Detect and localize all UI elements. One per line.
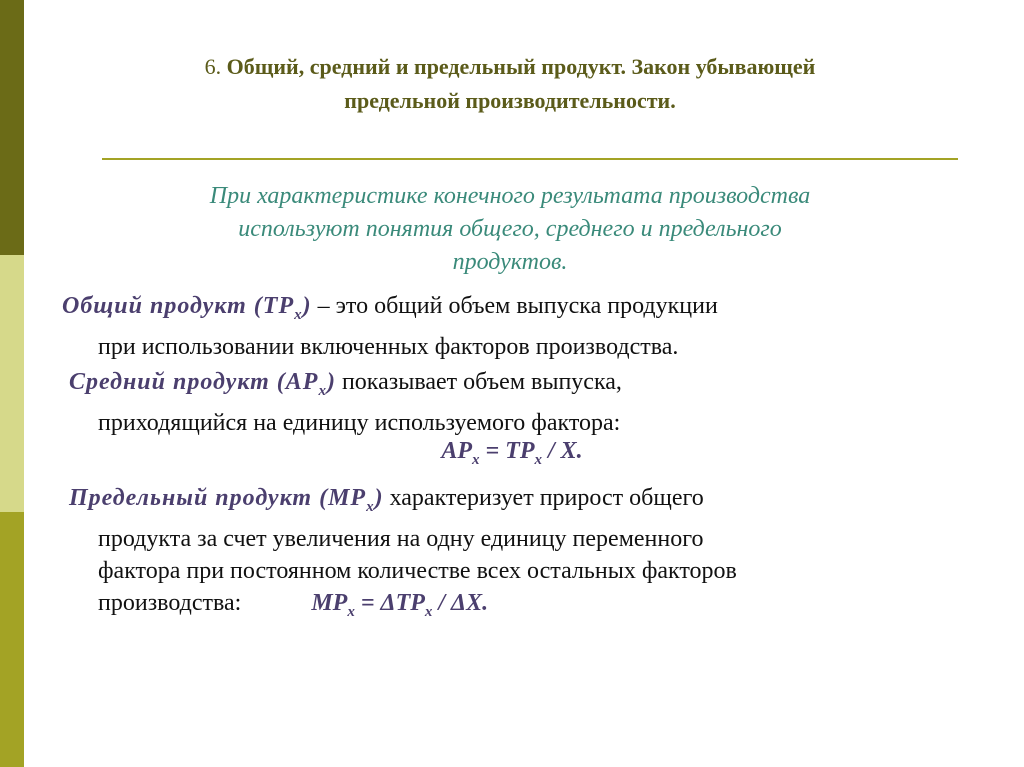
intro-line-3: продуктов. <box>452 249 568 275</box>
mp-text-3: фактора при постоянном количестве всех остальных факторов <box>98 557 737 584</box>
tp-text-1: – это общий объем выпуска продукции <box>311 293 718 319</box>
average-product-term: Средний продукт $(AP_x)$ <box>69 369 336 399</box>
total-product-term: Общий продукт $(TP_x)$ <box>62 293 312 323</box>
slide-title <box>60 50 960 118</box>
marginal-product-formula: $MP_x = \Delta TP_x / \Delta X$. <box>311 589 489 620</box>
title-line-1: Общий, средний и предельный продукт. Закон убывающей <box>226 54 816 79</box>
side-bar-bottom <box>0 512 24 767</box>
mp-text-1: характеризует прирост общего <box>383 485 704 511</box>
intro-line-2: используют понятия общего, среднего и предельного <box>238 216 782 242</box>
marginal-product-term: Предельный продукт $(MP_x)$ <box>69 485 384 515</box>
intro-text <box>80 180 940 279</box>
intro-line-1: При характеристике конечного результата производства <box>209 183 811 209</box>
title-number: 6. <box>204 54 222 79</box>
average-product-formula: $AP_x = TP_x / X$. <box>441 438 583 468</box>
ap-text-1: показывает объем выпуска, <box>335 369 622 395</box>
title-divider <box>102 158 958 160</box>
average-product-paragraph <box>62 366 966 439</box>
ap-text-2: приходящийся на единицу используемого фактора: <box>98 409 621 436</box>
title-line-2: предельной производительности. <box>344 88 676 113</box>
side-bar-middle <box>0 255 24 512</box>
tp-text-2: при использовании включенных факторов производства. <box>98 333 679 360</box>
side-bar-top <box>0 0 24 255</box>
total-product-paragraph <box>62 290 966 363</box>
mp-text-2: продукта за счет увеличения на одну единицу переменного <box>98 525 704 552</box>
mp-text-4: производства: <box>98 589 242 616</box>
marginal-product-paragraph <box>62 482 966 628</box>
